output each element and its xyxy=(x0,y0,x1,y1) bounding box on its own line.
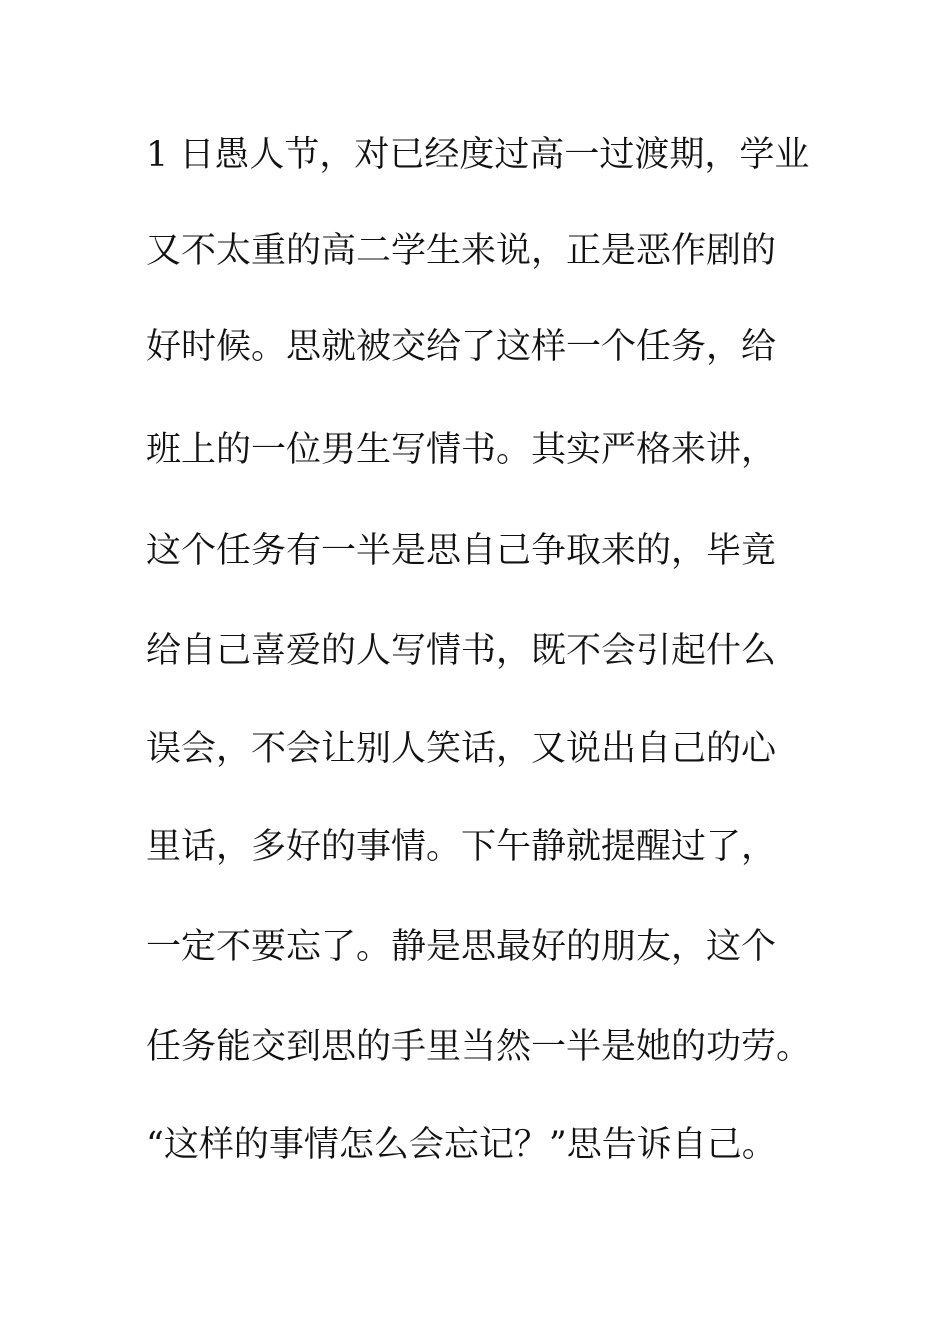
text-line: 误会，不会让别人笑话，又说出自己的心 xyxy=(146,729,777,769)
text-line: 里话，多好的事情。下午静就提醒过了， xyxy=(146,827,777,867)
text-line: 又不太重的高二学生来说，正是恶作剧的 xyxy=(146,231,777,271)
text-line: 1 日愚人节，对已经度过高一过渡期，学业 xyxy=(146,135,810,175)
text-line: 一定不要忘了。静是思最好的朋友，这个 xyxy=(146,927,777,967)
text-line: 这个任务有一半是思自己争取来的，毕竟 xyxy=(146,531,777,571)
text-line: 任务能交到思的手里当然一半是她的功劳。 xyxy=(146,1027,812,1067)
text-line: “这样的事情怎么会忘记？”思告诉自己。 xyxy=(146,1125,777,1165)
text-line: 好时候。思就被交给了这样一个任务，给 xyxy=(146,327,777,367)
text-line: 给自己喜爱的人写情书，既不会引起什么 xyxy=(146,631,777,671)
text-line: 班上的一位男生写情书。其实严格来讲， xyxy=(146,430,777,470)
